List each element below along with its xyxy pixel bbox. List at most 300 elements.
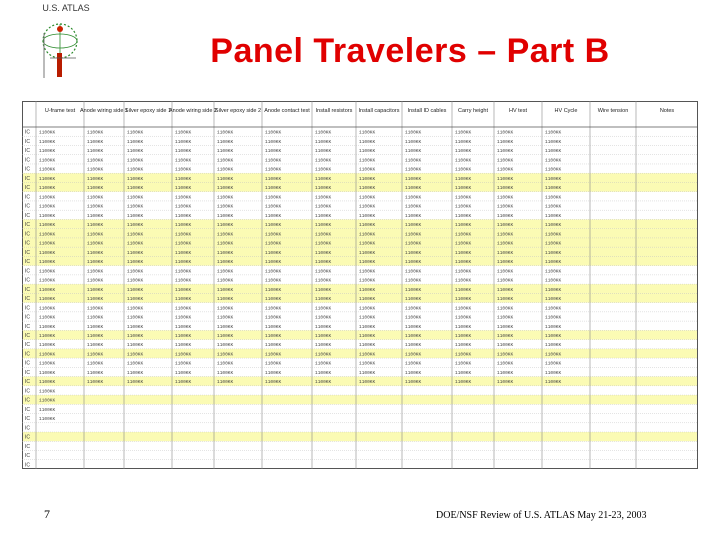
cell-value: 1100KK <box>315 352 332 358</box>
cell-value: 1100KK <box>359 232 376 238</box>
cell-value: 1100KK <box>455 223 472 229</box>
cell-value: 1100KK <box>405 204 422 210</box>
cell-value: 1100KK <box>497 241 514 247</box>
row-label: IC <box>25 462 30 469</box>
cell-value: 1100KK <box>265 297 282 303</box>
cell-value: 1100KK <box>315 149 332 155</box>
cell-value: 1100KK <box>359 250 376 256</box>
cell-value: 1100KK <box>217 315 234 321</box>
cell-value: 1100KK <box>39 213 56 219</box>
cell-value: 1100KK <box>455 352 472 358</box>
row-label: IC <box>25 148 30 155</box>
cell-value: 1100KK <box>455 260 472 266</box>
cell-value: 1100KK <box>127 380 144 386</box>
cell-value: 1100KK <box>405 186 422 192</box>
cell-value: 1100KK <box>315 269 332 275</box>
cell-value: 1100KK <box>175 297 192 303</box>
cell-value: 1100KK <box>497 380 514 386</box>
cell-value: 1100KK <box>39 176 56 182</box>
cell-value: 1100KK <box>39 250 56 256</box>
cell-value: 1100KK <box>315 361 332 367</box>
cell-value: 1100KK <box>175 370 192 376</box>
cell-value: 1100KK <box>175 223 192 229</box>
cell-value: 1100KK <box>359 370 376 376</box>
cell-value: 1100KK <box>87 361 104 367</box>
cell-value: 1100KK <box>217 352 234 358</box>
cell-value: 1100KK <box>497 315 514 321</box>
cell-value: 1100KK <box>265 158 282 164</box>
cell-value: 1100KK <box>87 250 104 256</box>
cell-value: 1100KK <box>545 176 562 182</box>
cell-value: 1100KK <box>39 324 56 330</box>
cell-value: 1100KK <box>87 241 104 247</box>
cell-value: 1100KK <box>455 380 472 386</box>
cell-value: 1100KK <box>545 334 562 340</box>
cell-value: 1100KK <box>39 269 56 275</box>
cell-value: 1100KK <box>455 241 472 247</box>
cell-value: 1100KK <box>545 204 562 210</box>
cell-value: 1100KK <box>455 213 472 219</box>
column-header: HV test <box>508 108 528 114</box>
cell-value: 1100KK <box>497 352 514 358</box>
row-label: IC <box>25 138 30 145</box>
cell-value: 1100KK <box>87 278 104 284</box>
cell-value: 1100KK <box>127 167 144 173</box>
cell-value: 1100KK <box>175 361 192 367</box>
cell-value: 1100KK <box>265 186 282 192</box>
cell-value: 1100KK <box>265 343 282 349</box>
row-label: IC <box>25 369 30 376</box>
row-label: IC <box>25 314 30 321</box>
cell-value: 1100KK <box>315 343 332 349</box>
cell-value: 1100KK <box>315 250 332 256</box>
cell-value: 1100KK <box>265 269 282 275</box>
cell-value: 1100KK <box>265 176 282 182</box>
atlas-figure-icon <box>36 3 96 83</box>
cell-value: 1100KK <box>315 195 332 201</box>
cell-value: 1100KK <box>87 139 104 145</box>
cell-value: 1100KK <box>39 315 56 321</box>
cell-value: 1100KK <box>455 204 472 210</box>
cell-value: 1100KK <box>315 167 332 173</box>
cell-value: 1100KK <box>127 306 144 312</box>
row-label: IC <box>25 342 30 349</box>
row-label: IC <box>25 296 30 303</box>
cell-value: 1100KK <box>359 297 376 303</box>
cell-value: 1100KK <box>405 195 422 201</box>
cell-value: 1100KK <box>87 352 104 358</box>
cell-value: 1100KK <box>405 352 422 358</box>
cell-value: 1100KK <box>497 260 514 266</box>
cell-value: 1100KK <box>497 250 514 256</box>
cell-value: 1100KK <box>497 324 514 330</box>
cell-value: 1100KK <box>87 186 104 192</box>
cell-value: 1100KK <box>455 195 472 201</box>
row-label: IC <box>25 240 30 247</box>
row-label: IC <box>25 286 30 293</box>
cell-value: 1100KK <box>315 176 332 182</box>
cell-value: 1100KK <box>127 250 144 256</box>
cell-value: 1100KK <box>87 223 104 229</box>
row-label: IC <box>25 129 30 136</box>
cell-value: 1100KK <box>359 287 376 293</box>
row-label: IC <box>25 416 30 423</box>
cell-value: 1100KK <box>497 204 514 210</box>
cell-value: 1100KK <box>359 343 376 349</box>
cell-value: 1100KK <box>217 186 234 192</box>
cell-value: 1100KK <box>405 334 422 340</box>
column-header: Notes <box>659 108 675 114</box>
cell-value: 1100KK <box>39 370 56 376</box>
cell-value: 1100KK <box>217 195 234 201</box>
cell-value: 1100KK <box>315 223 332 229</box>
row-label: IC <box>25 157 30 164</box>
cell-value: 1100KK <box>127 315 144 321</box>
row-label: IC <box>25 379 30 386</box>
cell-value: 1100KK <box>39 407 56 413</box>
row-label: IC <box>25 453 30 460</box>
cell-value: 1100KK <box>175 195 192 201</box>
cell-value: 1100KK <box>175 278 192 284</box>
column-header: Install resistors <box>315 108 353 114</box>
cell-value: 1100KK <box>405 149 422 155</box>
cell-value: 1100KK <box>315 139 332 145</box>
cell-value: 1100KK <box>315 186 332 192</box>
cell-value: 1100KK <box>175 324 192 330</box>
cell-value: 1100KK <box>405 297 422 303</box>
cell-value: 1100KK <box>497 269 514 275</box>
cell-value: 1100KK <box>175 306 192 312</box>
cell-value: 1100KK <box>127 204 144 210</box>
cell-value: 1100KK <box>87 343 104 349</box>
cell-value: 1100KK <box>545 195 562 201</box>
cell-value: 1100KK <box>545 361 562 367</box>
cell-value: 1100KK <box>405 287 422 293</box>
row-label: IC <box>25 434 30 441</box>
cell-value: 1100KK <box>359 213 376 219</box>
cell-value: 1100KK <box>87 297 104 303</box>
cell-value: 1100KK <box>127 223 144 229</box>
cell-value: 1100KK <box>405 176 422 182</box>
cell-value: 1100KK <box>265 370 282 376</box>
cell-value: 1100KK <box>39 167 56 173</box>
cell-value: 1100KK <box>455 361 472 367</box>
cell-value: 1100KK <box>127 213 144 219</box>
cell-value: 1100KK <box>217 250 234 256</box>
cell-value: 1100KK <box>405 130 422 136</box>
cell-value: 1100KK <box>545 158 562 164</box>
cell-value: 1100KK <box>315 241 332 247</box>
cell-value: 1100KK <box>455 278 472 284</box>
cell-value: 1100KK <box>455 297 472 303</box>
cell-value: 1100KK <box>175 186 192 192</box>
cell-value: 1100KK <box>87 334 104 340</box>
cell-value: 1100KK <box>39 241 56 247</box>
cell-value: 1100KK <box>545 260 562 266</box>
cell-value: 1100KK <box>175 167 192 173</box>
cell-value: 1100KK <box>315 297 332 303</box>
cell-value: 1100KK <box>265 287 282 293</box>
cell-value: 1100KK <box>359 260 376 266</box>
cell-value: 1100KK <box>175 232 192 238</box>
cell-value: 1100KK <box>87 149 104 155</box>
cell-value: 1100KK <box>545 186 562 192</box>
cell-value: 1100KK <box>359 139 376 145</box>
cell-value: 1100KK <box>455 287 472 293</box>
cell-value: 1100KK <box>175 269 192 275</box>
cell-value: 1100KK <box>497 306 514 312</box>
row-label: IC <box>25 231 30 238</box>
cell-value: 1100KK <box>545 306 562 312</box>
cell-value: 1100KK <box>405 139 422 145</box>
cell-value: 1100KK <box>265 324 282 330</box>
cell-value: 1100KK <box>39 343 56 349</box>
cell-value: 1100KK <box>315 260 332 266</box>
cell-value: 1100KK <box>359 149 376 155</box>
cell-value: 1100KK <box>359 306 376 312</box>
cell-value: 1100KK <box>39 260 56 266</box>
row-label: IC <box>25 166 30 173</box>
cell-value: 1100KK <box>315 370 332 376</box>
cell-value: 1100KK <box>217 149 234 155</box>
cell-value: 1100KK <box>175 139 192 145</box>
cell-value: 1100KK <box>127 278 144 284</box>
cell-value: 1100KK <box>405 361 422 367</box>
row-label: IC <box>25 249 30 256</box>
cell-value: 1100KK <box>359 241 376 247</box>
row-label: IC <box>25 323 30 330</box>
cell-value: 1100KK <box>359 278 376 284</box>
row-label: IC <box>25 388 30 395</box>
cell-value: 1100KK <box>87 260 104 266</box>
cell-value: 1100KK <box>217 223 234 229</box>
cell-value: 1100KK <box>39 195 56 201</box>
column-header: Anode wiring side 2 <box>168 108 218 114</box>
cell-value: 1100KK <box>405 324 422 330</box>
cell-value: 1100KK <box>39 278 56 284</box>
cell-value: 1100KK <box>127 176 144 182</box>
cell-value: 1100KK <box>265 204 282 210</box>
panel-traveler-table <box>22 101 698 469</box>
cell-value: 1100KK <box>175 315 192 321</box>
cell-value: 1100KK <box>315 334 332 340</box>
cell-value: 1100KK <box>315 213 332 219</box>
cell-value: 1100KK <box>455 334 472 340</box>
cell-value: 1100KK <box>455 232 472 238</box>
column-header: Install capacitors <box>358 108 400 114</box>
highlight-row <box>22 395 698 404</box>
cell-value: 1100KK <box>455 269 472 275</box>
cell-value: 1100KK <box>127 343 144 349</box>
row-label: IC <box>25 277 30 284</box>
column-header: Silver epoxy side 1 <box>124 108 172 114</box>
cell-value: 1100KK <box>405 158 422 164</box>
cell-value: 1100KK <box>315 306 332 312</box>
cell-value: 1100KK <box>127 370 144 376</box>
cell-value: 1100KK <box>217 287 234 293</box>
cell-value: 1100KK <box>39 130 56 136</box>
row-label: IC <box>25 406 30 413</box>
cell-value: 1100KK <box>127 130 144 136</box>
cell-value: 1100KK <box>315 158 332 164</box>
row-label: IC <box>25 185 30 192</box>
cell-value: 1100KK <box>175 334 192 340</box>
logo-label: U.S. ATLAS <box>42 3 90 13</box>
cell-value: 1100KK <box>545 278 562 284</box>
cell-value: 1100KK <box>497 176 514 182</box>
cell-value: 1100KK <box>265 213 282 219</box>
cell-value: 1100KK <box>265 223 282 229</box>
cell-value: 1100KK <box>545 250 562 256</box>
cell-value: 1100KK <box>39 223 56 229</box>
cell-value: 1100KK <box>87 380 104 386</box>
cell-value: 1100KK <box>265 149 282 155</box>
cell-value: 1100KK <box>217 241 234 247</box>
cell-value: 1100KK <box>359 130 376 136</box>
cell-value: 1100KK <box>497 139 514 145</box>
cell-value: 1100KK <box>315 232 332 238</box>
cell-value: 1100KK <box>175 250 192 256</box>
cell-value: 1100KK <box>265 361 282 367</box>
cell-value: 1100KK <box>545 287 562 293</box>
row-label: IC <box>25 259 30 266</box>
cell-value: 1100KK <box>359 167 376 173</box>
cell-value: 1100KK <box>87 269 104 275</box>
cell-value: 1100KK <box>39 158 56 164</box>
cell-value: 1100KK <box>455 167 472 173</box>
cell-value: 1100KK <box>545 213 562 219</box>
cell-value: 1100KK <box>545 139 562 145</box>
row-label: IC <box>25 175 30 182</box>
cell-value: 1100KK <box>455 324 472 330</box>
cell-value: 1100KK <box>497 232 514 238</box>
cell-value: 1100KK <box>217 213 234 219</box>
cell-value: 1100KK <box>39 334 56 340</box>
row-label: IC <box>25 333 30 340</box>
cell-value: 1100KK <box>545 380 562 386</box>
cell-value: 1100KK <box>127 269 144 275</box>
row-label: IC <box>25 222 30 229</box>
cell-value: 1100KK <box>265 195 282 201</box>
cell-value: 1100KK <box>497 287 514 293</box>
cell-value: 1100KK <box>265 334 282 340</box>
cell-value: 1100KK <box>217 361 234 367</box>
cell-value: 1100KK <box>315 315 332 321</box>
cell-value: 1100KK <box>545 167 562 173</box>
cell-value: 1100KK <box>497 167 514 173</box>
cell-value: 1100KK <box>39 306 56 312</box>
cell-value: 1100KK <box>127 232 144 238</box>
cell-value: 1100KK <box>217 167 234 173</box>
highlight-row <box>22 432 698 441</box>
row-label: IC <box>25 194 30 201</box>
cell-value: 1100KK <box>359 334 376 340</box>
cell-value: 1100KK <box>359 269 376 275</box>
cell-value: 1100KK <box>315 204 332 210</box>
cell-value: 1100KK <box>265 232 282 238</box>
cell-value: 1100KK <box>87 158 104 164</box>
cell-value: 1100KK <box>497 278 514 284</box>
column-header: Anode wiring side 1 <box>79 108 129 114</box>
cell-value: 1100KK <box>315 380 332 386</box>
cell-value: 1100KK <box>405 241 422 247</box>
cell-value: 1100KK <box>127 195 144 201</box>
row-label: IC <box>25 443 30 450</box>
cell-value: 1100KK <box>359 223 376 229</box>
cell-value: 1100KK <box>359 176 376 182</box>
cell-value: 1100KK <box>39 380 56 386</box>
cell-value: 1100KK <box>175 176 192 182</box>
cell-value: 1100KK <box>359 352 376 358</box>
cell-value: 1100KK <box>127 287 144 293</box>
page-title: Panel Travelers – Part B <box>210 32 610 70</box>
page-number: 7 <box>44 507 50 521</box>
cell-value: 1100KK <box>405 306 422 312</box>
row-label: IC <box>25 268 30 275</box>
cell-value: 1100KK <box>175 343 192 349</box>
cell-value: 1100KK <box>497 158 514 164</box>
cell-value: 1100KK <box>545 130 562 136</box>
column-header: Anode contact test <box>264 108 310 114</box>
row-label: IC <box>25 425 30 432</box>
column-header: Install ID cables <box>407 108 447 114</box>
cell-value: 1100KK <box>127 139 144 145</box>
cell-value: 1100KK <box>545 232 562 238</box>
cell-value: 1100KK <box>175 130 192 136</box>
cell-value: 1100KK <box>455 250 472 256</box>
cell-value: 1100KK <box>217 324 234 330</box>
cell-value: 1100KK <box>127 149 144 155</box>
cell-value: 1100KK <box>217 306 234 312</box>
cell-value: 1100KK <box>265 260 282 266</box>
cell-value: 1100KK <box>545 241 562 247</box>
cell-value: 1100KK <box>217 278 234 284</box>
cell-value: 1100KK <box>497 361 514 367</box>
column-header: HV Cycle <box>554 108 578 114</box>
cell-value: 1100KK <box>455 306 472 312</box>
cell-value: 1100KK <box>545 223 562 229</box>
us-atlas-logo <box>36 3 96 83</box>
cell-value: 1100KK <box>217 130 234 136</box>
cell-value: 1100KK <box>127 334 144 340</box>
cell-value: 1100KK <box>127 352 144 358</box>
cell-value: 1100KK <box>497 223 514 229</box>
cell-value: 1100KK <box>175 204 192 210</box>
cell-value: 1100KK <box>39 389 56 395</box>
cell-value: 1100KK <box>497 343 514 349</box>
cell-value: 1100KK <box>455 139 472 145</box>
row-label: IC <box>25 212 30 219</box>
column-header: Silver epoxy side 2 <box>214 108 262 114</box>
cell-value: 1100KK <box>127 158 144 164</box>
cell-value: 1100KK <box>217 370 234 376</box>
cell-value: 1100KK <box>545 315 562 321</box>
cell-value: 1100KK <box>265 306 282 312</box>
cell-value: 1100KK <box>497 370 514 376</box>
cell-value: 1100KK <box>405 260 422 266</box>
column-header: Wire tension <box>597 108 629 114</box>
cell-value: 1100KK <box>39 232 56 238</box>
cell-value: 1100KK <box>545 269 562 275</box>
cell-value: 1100KK <box>39 139 56 145</box>
column-header: U-frame test <box>44 108 76 114</box>
cell-value: 1100KK <box>359 186 376 192</box>
cell-value: 1100KK <box>217 204 234 210</box>
cell-value: 1100KK <box>455 158 472 164</box>
cell-value: 1100KK <box>39 361 56 367</box>
cell-value: 1100KK <box>175 213 192 219</box>
cell-value: 1100KK <box>265 278 282 284</box>
